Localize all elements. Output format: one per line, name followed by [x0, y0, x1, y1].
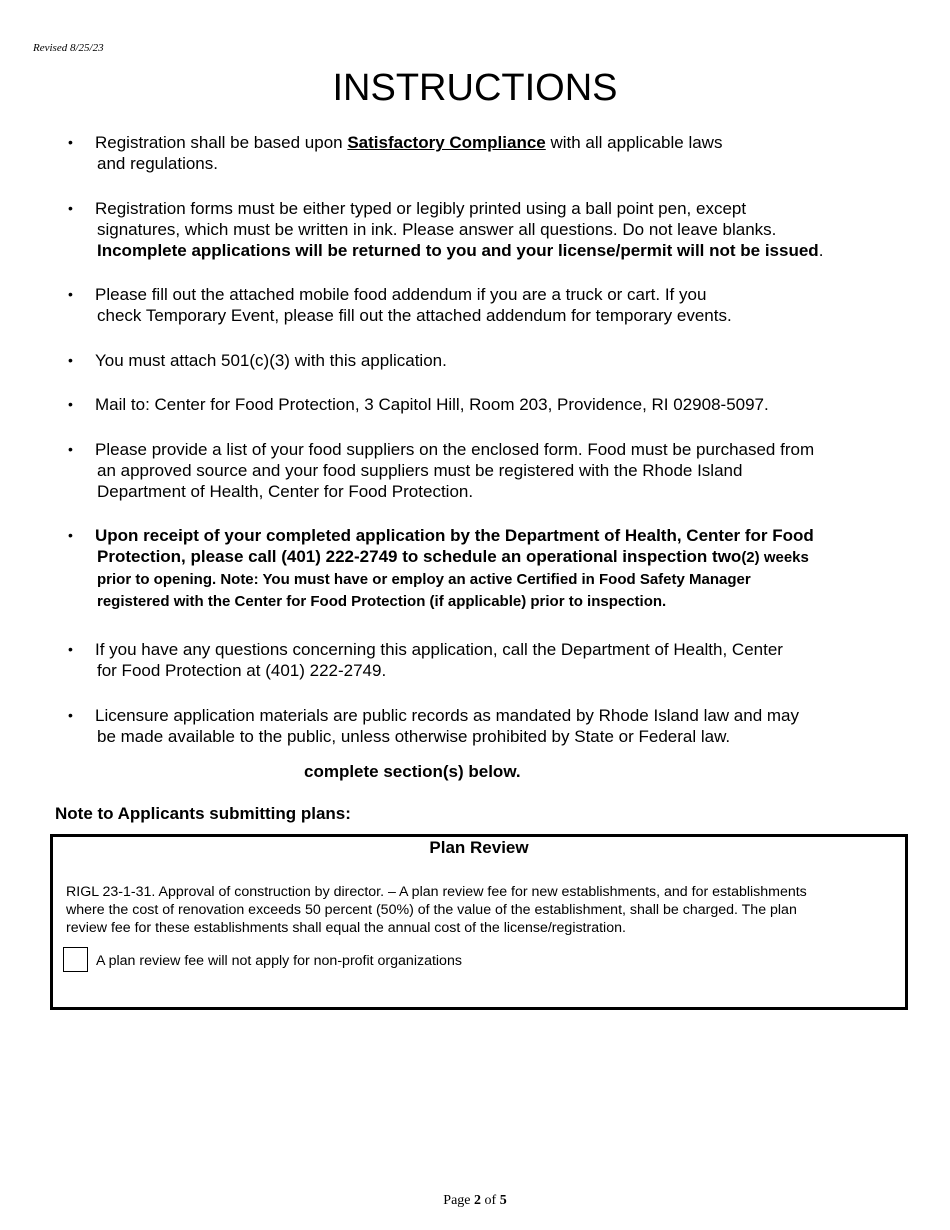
instruction-span-em: Satisfactory Compliance	[347, 133, 546, 152]
instruction-span-small: prior to opening. Note: You must have or employ an active Certified in Food Safety Manager	[97, 571, 751, 588]
plan-review-text	[66, 883, 886, 937]
instruction-line	[95, 546, 935, 568]
non-profit-checkbox[interactable]	[63, 947, 88, 972]
instruction-line	[95, 568, 935, 590]
bullet-glyph: •	[68, 441, 73, 457]
instruction-span-bold: Protection, please call (401) 222-2749 to schedule an operational inspection two	[97, 547, 742, 566]
non-profit-checkbox-label: A plan review fee will not apply for non-profit organizations	[96, 953, 462, 969]
of-word: of	[484, 1193, 497, 1208]
page-footer	[0, 1193, 950, 1209]
instruction-text	[95, 639, 935, 681]
instruction-text	[95, 439, 935, 502]
revision-date: Revised 8/25/23	[33, 42, 104, 54]
instruction-line: Please fill out the attached mobile food addendum if you are a truck or cart. If you	[95, 285, 707, 304]
instruction-line: check Temporary Event, please fill out the attached addendum for temporary events.	[97, 306, 732, 325]
instruction-span-post: .	[818, 241, 824, 260]
instruction-span-bold: Incomplete applications will be returned to you and your license/permit will not be issued	[97, 241, 819, 260]
instruction-line	[95, 132, 935, 153]
instruction-text	[95, 132, 935, 174]
instruction-span-small: registered with the Center for Food Protection (if applicable) prior to inspection.	[97, 593, 667, 610]
page-total: 5	[499, 1193, 507, 1208]
bullet-glyph: •	[68, 396, 73, 412]
instruction-text	[95, 394, 935, 415]
instruction-text	[95, 350, 935, 371]
instruction-line: be made available to the public, unless otherwise prohibited by State or Federal law.	[97, 727, 731, 746]
bullet-glyph: •	[68, 286, 73, 302]
complete-sections-note: complete section(s) below.	[304, 762, 521, 781]
page-number: 2	[474, 1193, 482, 1208]
plan-review-line: review fee for these establishments shall equal the annual cost of the license/registration.	[66, 920, 626, 936]
bullet-glyph: •	[68, 134, 73, 150]
instruction-line: signatures, which must be written in ink. Please answer all questions. Do not leave blanks.	[97, 220, 777, 239]
bullet-glyph: •	[68, 707, 73, 723]
instruction-line: Department of Health, Center for Food Protection.	[97, 482, 474, 501]
instruction-line: and regulations.	[97, 154, 218, 173]
instruction-line: for Food Protection at (401) 222-2749.	[97, 661, 387, 680]
instruction-line: If you have any questions concerning this application, call the Department of Health, Center	[95, 640, 783, 659]
instruction-span-post: with all applicable laws	[545, 133, 723, 152]
instruction-span-bold: Upon receipt of your completed application by the Department of Health, Center for Food	[95, 526, 814, 545]
instruction-line	[95, 240, 935, 261]
plan-review-line: RIGL 23-1-31. Approval of construction by director. – A plan review fee for new establishments, and for establishments	[66, 884, 807, 900]
instruction-span-small: (2) weeks	[741, 549, 809, 566]
page-word: Page	[443, 1193, 471, 1208]
plan-review-title: Plan Review	[429, 838, 529, 857]
instruction-line	[95, 590, 935, 612]
plan-review-box	[50, 834, 908, 1010]
note-to-applicants: Note to Applicants submitting plans:	[55, 804, 351, 823]
instruction-line: Mail to: Center for Food Protection, 3 Capitol Hill, Room 203, Providence, RI 02908-5097.	[95, 395, 769, 414]
plan-review-line: where the cost of renovation exceeds 50 percent (50%) of the value of the establishment, shall be charged. The plan	[66, 902, 797, 918]
instruction-text	[95, 705, 935, 747]
instruction-line: Registration forms must be either typed or legibly printed using a ball point pen, except	[95, 199, 747, 218]
bullet-glyph: •	[68, 352, 73, 368]
instruction-text	[95, 284, 935, 326]
instruction-text	[95, 525, 935, 612]
page-title: INSTRUCTIONS	[332, 67, 618, 109]
instruction-line	[95, 525, 935, 546]
instruction-text	[95, 198, 935, 261]
instruction-line: Licensure application materials are public records as mandated by Rhode Island law and may	[95, 706, 799, 725]
instruction-line: Please provide a list of your food suppliers on the enclosed form. Food must be purchased from	[95, 440, 815, 459]
bullet-glyph: •	[68, 200, 73, 216]
instruction-line: You must attach 501(c)(3) with this application.	[95, 351, 447, 370]
instruction-line: an approved source and your food suppliers must be registered with the Rhode Island	[97, 461, 743, 480]
bullet-glyph: •	[68, 641, 73, 657]
bullet-glyph: •	[68, 527, 73, 543]
instruction-span-pre: Registration shall be based upon	[95, 133, 348, 152]
